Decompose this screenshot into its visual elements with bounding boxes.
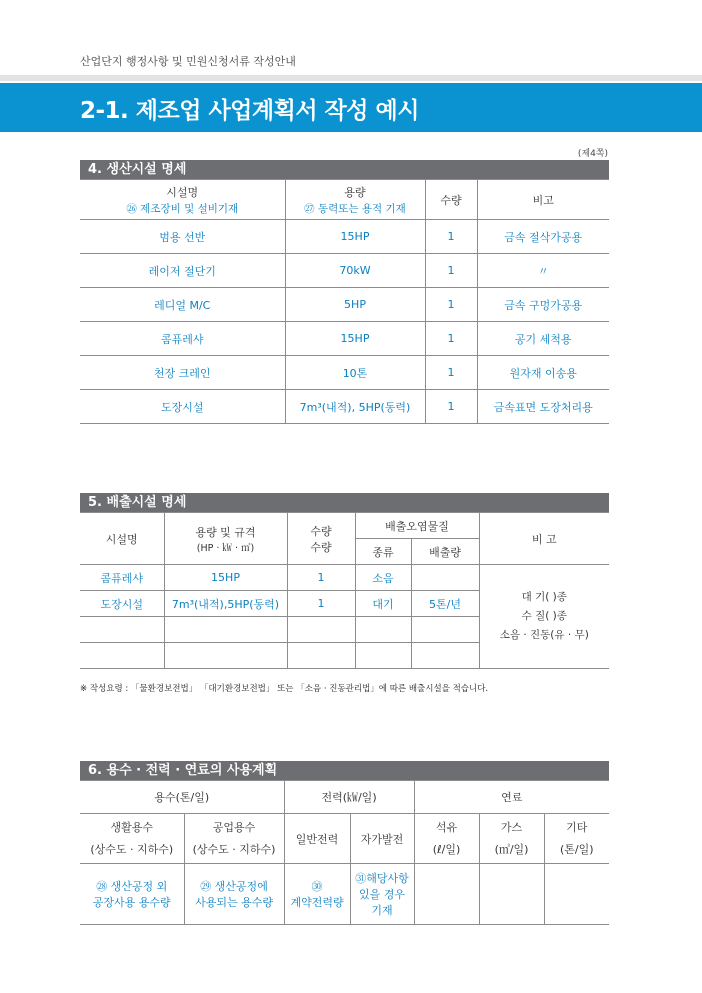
section-title-utility: 6. 용수 · 전력 · 연료의 사용계획 — [80, 761, 609, 780]
cell-facility: 천장 크레인 — [80, 356, 285, 390]
cell-facility: 레이저 절단기 — [80, 254, 285, 288]
cell-spec: 15HP — [164, 565, 287, 591]
cell-general-power — [284, 864, 350, 925]
header-self-power: 자가발전 — [350, 814, 414, 864]
cell-facility: 도장시설 — [80, 390, 285, 424]
header-remark: 비 고 — [479, 513, 609, 565]
cell-qty: 1 — [425, 288, 477, 322]
header-living-source: (상수도 · 지하수) — [90, 842, 174, 856]
cell-facility: 레디얼 M/C — [80, 288, 285, 322]
header-qty — [287, 513, 355, 565]
cell-living-water — [80, 864, 184, 925]
cell-amount — [411, 565, 479, 591]
cell-remark — [479, 565, 609, 669]
cell-capacity: 70kW — [285, 254, 425, 288]
header-living-label: 생활용수 — [110, 820, 153, 834]
header-fuel: 연료 — [414, 781, 609, 814]
cell-kind — [355, 617, 411, 643]
table-header-row — [80, 814, 609, 864]
table-row — [80, 565, 609, 591]
utility-table — [80, 780, 609, 925]
cell-kind: 대기 — [355, 591, 411, 617]
header-industrial-label: 공업용수 — [212, 820, 256, 834]
cell-spec — [164, 643, 287, 669]
header-water: 용수(톤/일) — [80, 781, 284, 814]
header-general-power: 일반전력 — [284, 814, 350, 864]
header-kind: 종류 — [355, 539, 411, 565]
cell-remark: 〃 — [477, 254, 609, 288]
cell-amount — [411, 617, 479, 643]
self-hint-1: ㉛해당사항 — [355, 872, 409, 885]
header-pollutant: 배출오염물질 — [355, 513, 479, 539]
header-facility: 시설명 — [80, 513, 164, 565]
header-oil-label: 석유 — [435, 820, 458, 834]
table-row — [80, 220, 609, 254]
living-hint-1: ㉘ 생산공정 외 — [96, 880, 168, 893]
header-oil — [414, 814, 479, 864]
cell-qty: 1 — [425, 390, 477, 424]
living-hint-2: 공장사용 용수량 — [92, 896, 171, 909]
table-row — [80, 356, 609, 390]
header-other — [544, 814, 609, 864]
cell-oil — [414, 864, 479, 925]
cell-qty: 1 — [425, 220, 477, 254]
cell-remark: 공기 세척용 — [477, 322, 609, 356]
cell-industrial-water — [184, 864, 284, 925]
table-row — [80, 288, 609, 322]
table-row — [80, 322, 609, 356]
cell-facility — [80, 643, 164, 669]
page-number: (제4쪽) — [577, 149, 608, 159]
cell-remark: 금속표면 도장처리용 — [477, 390, 609, 424]
header-facility — [80, 180, 285, 220]
cell-self-power — [350, 864, 414, 925]
header-other-label: 기타 — [566, 820, 588, 834]
header-gas-unit: (㎥/일) — [494, 842, 529, 856]
section-title-emission: 5. 배출시설 명세 — [80, 493, 609, 512]
emission-note: ※ 작성요령 : 「물환경보전법」 「대기환경보전법」 또는 「소음 · 진동관리법」에 따른 배출시설을 적습니다. — [80, 684, 489, 694]
cell-other — [544, 864, 609, 925]
table-row — [80, 864, 609, 925]
header-industrial-water — [184, 814, 284, 864]
cell-qty — [287, 617, 355, 643]
table-header-row — [80, 781, 609, 814]
header-living-water — [80, 814, 184, 864]
remark-air: 대 기( )종 — [521, 591, 567, 603]
header-qty-label-1: 수량 — [310, 524, 332, 538]
industrial-hint-2: 사용되는 용수량 — [195, 896, 273, 909]
header-qty-label-2: 수량 — [310, 540, 332, 554]
general-hint-1: ㉚ — [311, 880, 323, 893]
header-facility-label: 시설명 — [166, 185, 199, 199]
header-capacity-label: 용량 — [344, 185, 366, 199]
cell-facility: 콤퓨레샤 — [80, 565, 164, 591]
cell-qty — [287, 643, 355, 669]
header-remark: 비고 — [477, 180, 609, 220]
title-banner — [0, 83, 702, 132]
cell-qty: 1 — [425, 322, 477, 356]
header-spec-units: (HP · ㎾ · ㎥) — [196, 542, 255, 554]
cell-facility: 콤퓨레샤 — [80, 322, 285, 356]
header-capacity-hint: ㉗ 동력또는 용적 기재 — [304, 202, 406, 215]
header-power: 전력(㎾/일) — [284, 781, 414, 814]
header-gas — [479, 814, 544, 864]
header-amount: 배출량 — [411, 539, 479, 565]
header-divider — [0, 75, 702, 81]
cell-remark: 원자재 이송용 — [477, 356, 609, 390]
header-other-unit: (톤/일) — [560, 842, 594, 856]
cell-qty: 1 — [425, 356, 477, 390]
header-capacity — [285, 180, 425, 220]
cell-kind: 소음 — [355, 565, 411, 591]
cell-qty: 1 — [287, 591, 355, 617]
page-caption: 산업단지 행정사항 및 민원신청서류 작성안내 — [80, 55, 296, 68]
industrial-hint-1: ㉙ 생산공정에 — [200, 880, 268, 893]
cell-capacity: 5HP — [285, 288, 425, 322]
cell-capacity: 7m³(내적), 5HP(동력) — [285, 390, 425, 424]
emission-table — [80, 512, 609, 669]
header-oil-unit: (ℓ/일) — [432, 842, 461, 856]
section-title-production: 4. 생산시설 명세 — [80, 160, 609, 179]
cell-kind — [355, 643, 411, 669]
header-spec-label: 용량 및 규격 — [195, 525, 256, 539]
cell-capacity: 15HP — [285, 322, 425, 356]
table-row — [80, 254, 609, 288]
remark-noise: 소음 · 진동(유 · 무) — [499, 629, 589, 641]
table-header-row — [80, 180, 609, 220]
cell-facility: 도장시설 — [80, 591, 164, 617]
remark-water: 수 질( )종 — [521, 610, 567, 622]
self-hint-3: 기재 — [371, 904, 393, 917]
cell-facility — [80, 617, 164, 643]
cell-qty: 1 — [287, 565, 355, 591]
cell-remark: 금속 구멍가공용 — [477, 288, 609, 322]
cell-spec: 7m³(내적),5HP(동력) — [164, 591, 287, 617]
table-header-row — [80, 513, 609, 539]
cell-gas — [479, 864, 544, 925]
cell-spec — [164, 617, 287, 643]
cell-amount — [411, 643, 479, 669]
cell-capacity: 10톤 — [285, 356, 425, 390]
cell-remark: 금속 절삭가공용 — [477, 220, 609, 254]
header-facility-hint: ㉖ 제조장비 및 설비기재 — [126, 202, 239, 215]
cell-capacity: 15HP — [285, 220, 425, 254]
general-hint-2: 계약전력량 — [290, 896, 344, 909]
self-hint-2: 있을 경우 — [359, 888, 406, 901]
header-industrial-source: (상수도 · 지하수) — [192, 842, 276, 856]
cell-facility: 범용 선반 — [80, 220, 285, 254]
cell-qty: 1 — [425, 254, 477, 288]
table-row — [80, 390, 609, 424]
header-qty: 수량 — [425, 180, 477, 220]
page-title: 2-1. 제조업 사업계획서 작성 예시 — [80, 98, 419, 124]
header-gas-label: 가스 — [500, 820, 523, 834]
header-spec — [164, 513, 287, 565]
production-table — [80, 179, 609, 424]
cell-amount: 5톤/년 — [411, 591, 479, 617]
